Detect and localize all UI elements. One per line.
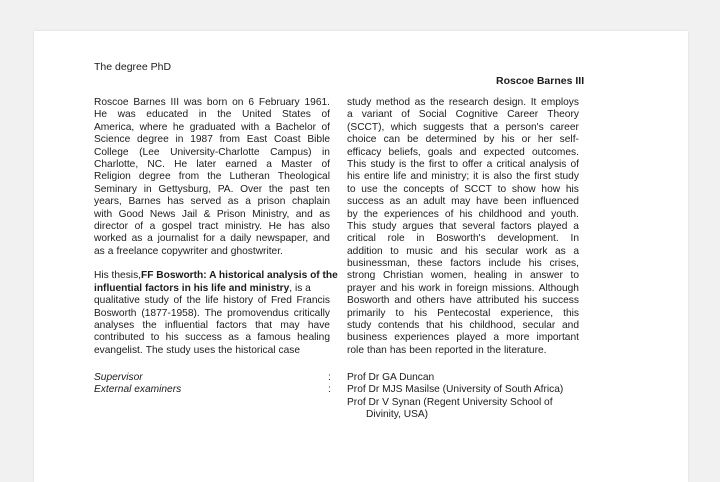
text-line: (SCCT), which suggests that a person's career — [347, 121, 579, 133]
text-line: This study argues that several factors played a — [347, 220, 579, 232]
supervisor-colon: : — [328, 372, 331, 383]
text-line: role than has been reported in the literature. — [347, 344, 547, 356]
text-line: College (Lee University-Charlotte Campus) in — [94, 146, 330, 158]
biography-column — [94, 97, 338, 357]
text-line: worked as a journalist for a daily newspaper, and — [94, 233, 330, 245]
document-page — [34, 31, 688, 482]
text-line: Bosworth (1877-1958). The promovendus critically — [94, 307, 330, 319]
external-colon: : — [328, 384, 331, 395]
text-line: as a freelance copywriter and ghostwriter. — [94, 245, 283, 257]
text-line: with Good News Jail & Prison Ministry, and as — [94, 208, 330, 220]
supervisor-name: Prof Dr GA Duncan — [347, 372, 435, 383]
text-line: businessman, these factors include his crises, — [347, 258, 579, 270]
text-line: his entire life and ministry; it is also the first study — [347, 171, 579, 183]
external-examiner-2-line-1: Prof Dr V Synan (Regent University School of — [347, 397, 553, 408]
text-line: choice can be determined by his or her self- — [347, 134, 579, 146]
text-line: evangelist. The study uses the historical case — [94, 344, 301, 356]
text-line: critical role in Bosworth's development. In — [347, 233, 579, 245]
abstract-paragraph — [347, 97, 579, 357]
text-line: This study is the first to offer a critical analysis of — [347, 158, 579, 170]
text-line: strong Christian women, healing in answer to — [347, 270, 579, 282]
external-examiner-2-line-2: Divinity, USA) — [366, 409, 429, 420]
text-line: efficacy beliefs, goals and expected outcomes. — [347, 146, 579, 158]
text-line: He was educated in the United States of — [94, 109, 330, 121]
degree-title: The degree PhD — [94, 61, 172, 73]
text-line: Religion degree from the Lutheran Theological — [94, 171, 330, 183]
text-line: Roscoe Barnes III was born on 6 February 1961. — [94, 97, 330, 108]
text-line: Charlotte, NC. He later earned a Master of — [94, 158, 330, 170]
text-line: Bosworth and others have attributed his success — [347, 295, 579, 307]
text-line: primarily to his Pentecostal experience, this — [347, 307, 579, 319]
text-line: qualitative study of the life history of Fred Francis — [94, 295, 330, 307]
candidate-name: Roscoe Barnes III — [496, 75, 585, 87]
external-examiners-label: External examiners — [94, 384, 182, 395]
text-line: to use the concepts of SCCT to show how his — [347, 183, 579, 195]
thesis-title-part-2: influential factors in his life and ministry — [94, 282, 290, 294]
text-line: addition to music and his secular work as a — [347, 245, 579, 257]
external-examiner-1: Prof Dr MJS Masilse (University of South Africa) — [347, 384, 564, 395]
thesis-title-part-1: FF Bosworth: A historical analysis of the — [141, 270, 338, 282]
text-line: director of a gospel tract ministry. He has also — [94, 220, 330, 232]
supervisor-label: Supervisor — [94, 372, 143, 383]
text-line: Seminary in Gettysburg, PA. Over the past ten — [94, 183, 330, 195]
text-line: a variant of Social Cognitive Career Theory — [347, 109, 579, 121]
text-line: by the experiences of his childhood and youth. — [347, 208, 579, 220]
text-line: America, where he graduated with a Bachelor of — [94, 121, 330, 133]
thesis-paragraph — [94, 270, 338, 357]
text-line: business experiences played a more important — [347, 332, 579, 344]
thesis-line-suffix: , is a — [289, 282, 311, 294]
text-line: prayer and his work in foreign missions. Although — [347, 282, 579, 294]
text-line: study contends that his childhood, secular and — [347, 320, 579, 332]
text-line: contributed to his success as a famous healing — [94, 332, 330, 344]
thesis-prefix: His thesis, — [94, 270, 141, 282]
text-line: study method as the research design. It employs — [347, 97, 579, 108]
text-line: Science degree in 1987 from East Coast Bible — [94, 134, 330, 146]
abstract-column — [347, 97, 579, 357]
text-line: years, Barnes has served as a prison chaplain — [94, 196, 330, 208]
biography-paragraph — [94, 97, 330, 258]
text-line: analyses the influential factors that may have — [94, 320, 330, 332]
text-line: success as an adult may have been influenced — [347, 196, 579, 208]
